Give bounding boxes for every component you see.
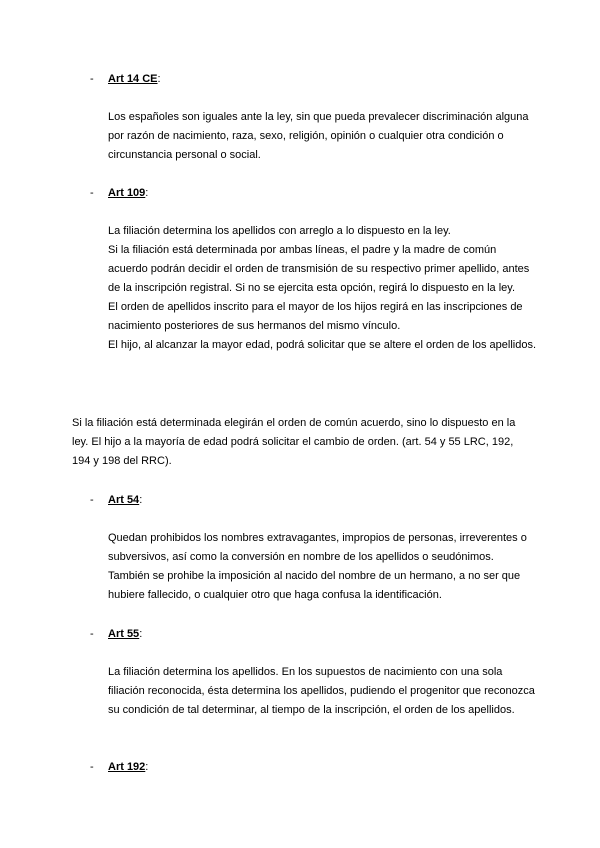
article-heading-art-192 xyxy=(90,760,148,774)
summary-text: Si la filiación está determinada elegirán el orden de común acuerdo, sino lo dispuesto en la ley. El hijo a la mayoría de edad podrá solicitar el cambio de orden. (art. 54 y 55 LRC, 192, 194 y 198 del RRC). xyxy=(72,417,516,467)
article-title: Art 192 xyxy=(108,761,146,773)
article-paragraph: El orden de apellidos inscrito para el mayor de los hijos regirá en las inscripciones de nacimiento posteriores de sus hermanos del mismo vínculo. xyxy=(108,301,523,332)
article-body-art-14 xyxy=(108,108,538,165)
list-dash: - xyxy=(90,761,94,773)
heading-colon: : xyxy=(139,628,143,640)
article-heading-art-55 xyxy=(90,627,142,641)
article-paragraph: El hijo, al alcanzar la mayor edad, podrá solicitar que se altere el orden de los apellidos. xyxy=(108,339,537,351)
list-dash: - xyxy=(90,187,94,199)
article-heading-art-14 xyxy=(90,72,161,86)
list-dash: - xyxy=(90,73,94,85)
list-dash: - xyxy=(90,628,94,640)
heading-colon: : xyxy=(139,494,143,506)
summary-paragraph xyxy=(72,414,532,471)
article-title: Art 54 xyxy=(108,494,140,506)
article-paragraph: La filiación determina los apellidos con arreglo a lo dispuesto en la ley. xyxy=(108,225,451,237)
article-title: Art 55 xyxy=(108,628,140,640)
article-title: Art 109 xyxy=(108,187,146,199)
article-heading-art-109 xyxy=(90,186,148,200)
article-paragraph: Los españoles son iguales ante la ley, sin que pueda prevalecer discriminación alguna por razón de nacimiento, raza, sexo, religión, opinión o cualquier otra condición o circunstancia personal o social. xyxy=(108,111,529,161)
article-paragraph: Quedan prohibidos los nombres extravagantes, impropios de personas, irreverentes o subversivos, así como la conversión en nombre de los apellidos o seudónimos. También se prohibe la imposición al nacido del nombre de un hermano, a no ser que hubiere fallecido, o cualquier otro que haga confusa la identificación. xyxy=(108,532,527,601)
list-dash: - xyxy=(90,494,94,506)
article-body-art-109 xyxy=(108,222,538,355)
article-paragraph: Si la filiación está determinada por ambas líneas, el padre y la madre de común acuerdo podrán decidir el orden de transmisión de su respectivo primer apellido, antes de la inscripción registral. Si no se ejercita esta opción, regirá lo dispuesto en la ley. xyxy=(108,244,530,294)
article-body-art-55 xyxy=(108,663,538,720)
article-paragraph: La filiación determina los apellidos. En los supuestos de nacimiento con una sola filiación reconocida, ésta determina los apellidos, pudiendo el progenitor que reconozca su condición de tal determinar, al tiempo de la inscripción, el orden de los apellidos. xyxy=(108,666,535,716)
article-heading-art-54 xyxy=(90,493,142,507)
article-body-art-54 xyxy=(108,529,538,605)
heading-colon: : xyxy=(145,761,149,773)
heading-colon: : xyxy=(145,187,149,199)
article-title: Art 14 CE xyxy=(108,73,158,85)
heading-colon: : xyxy=(157,73,161,85)
